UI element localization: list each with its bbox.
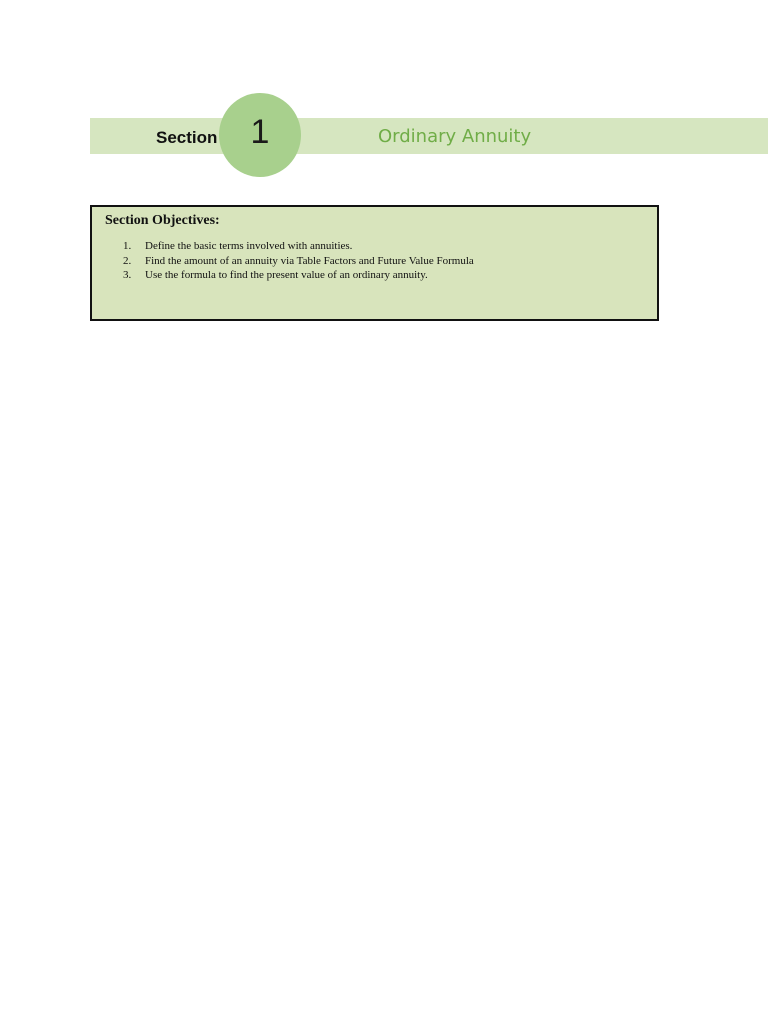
objectives-heading: Section Objectives:	[105, 213, 220, 228]
section-objectives-box	[90, 205, 659, 321]
objectives-list	[123, 239, 474, 283]
objective-item	[123, 254, 474, 269]
objective-number: 3.	[123, 269, 132, 281]
objective-text: Find the amount of an annuity via Table Factors and Future Value Formula	[145, 254, 474, 267]
objective-item	[123, 268, 474, 283]
objective-item	[123, 239, 474, 254]
section-number-badge	[219, 93, 301, 177]
objective-text: Use the formula to find the present value of an ordinary annuity.	[145, 269, 428, 281]
section-title: Ordinary Annuity	[378, 126, 532, 147]
section-label: Section	[156, 128, 218, 147]
objective-number: 2.	[123, 254, 132, 267]
section-number: 1	[250, 113, 270, 151]
objective-number: 1.	[123, 240, 132, 252]
objective-text: Define the basic terms involved with annuities.	[145, 240, 353, 252]
